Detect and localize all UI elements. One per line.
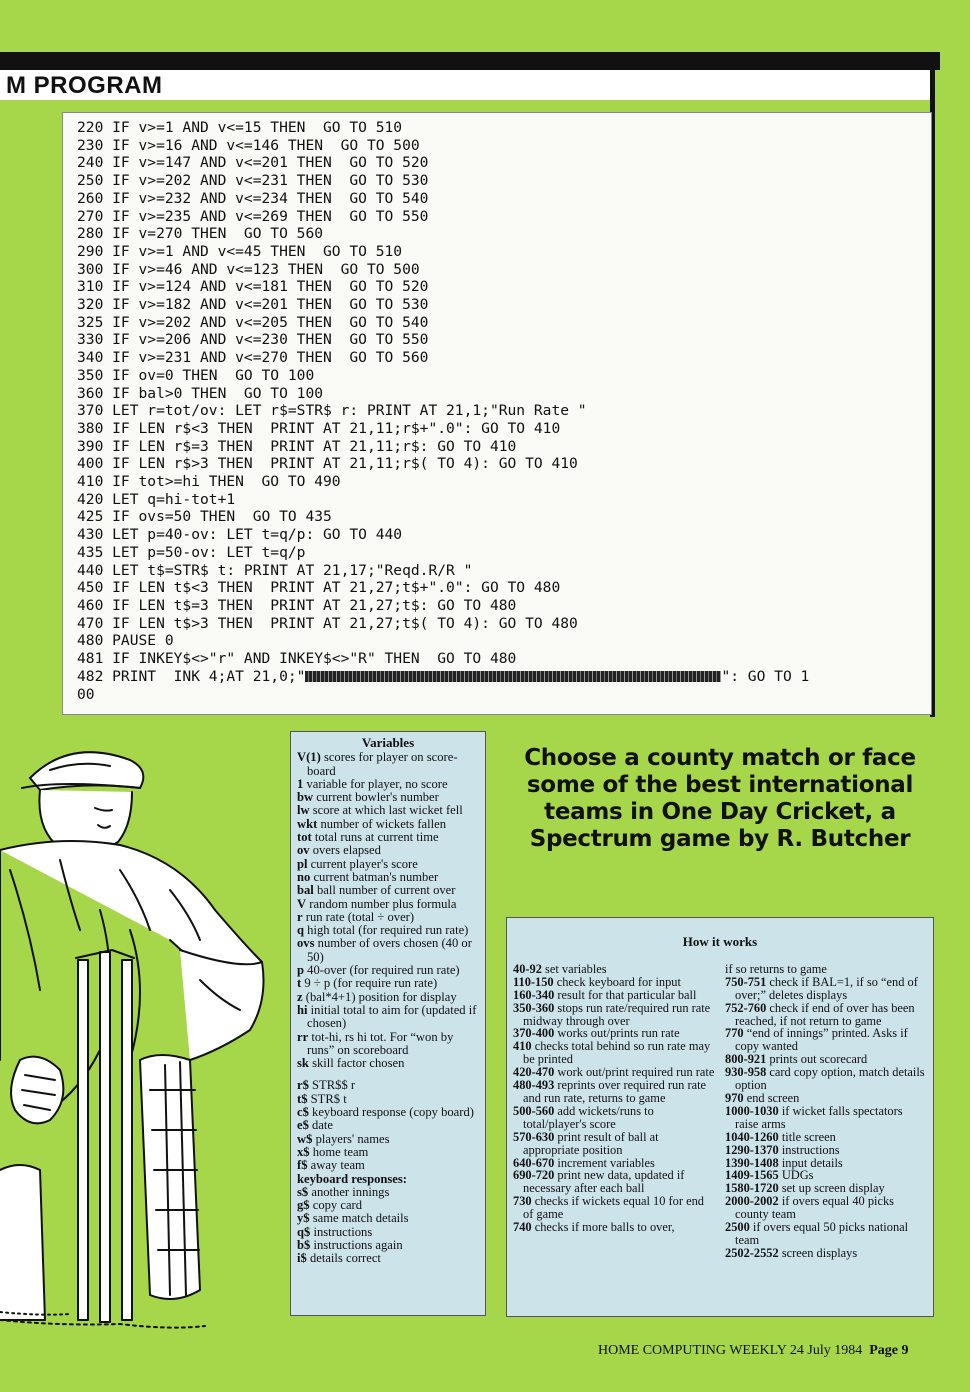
code-line: 420 LET q=hi-tot+1 (77, 490, 236, 508)
line-range-entry: 752-760 check if end of over has been reached, if not return to game (725, 1000, 915, 1028)
code-line: 250 IF v>=202 AND v<=231 THEN GO TO 530 (77, 172, 429, 190)
variable-entry: wkt number of wickets fallen (297, 816, 446, 831)
line-range-entry: 110-150 check keyboard for input (513, 974, 681, 989)
keyboard-response-entry: y$ same match details (297, 1211, 409, 1226)
page-footer (598, 1343, 908, 1359)
line-range-entry: 370-400 works out/prints run rate (513, 1026, 680, 1041)
keyboard-responses-list (297, 1186, 479, 1266)
code-line: 320 IF v>=182 AND v<=201 THEN GO TO 530 (77, 296, 429, 314)
line-range-entry: 410 checks total behind so run rate may be printed (513, 1039, 711, 1067)
code-line: 290 IF v>=1 AND v<=45 THEN GO TO 510 (77, 242, 403, 260)
line-range-entry: 930-958 card copy option, match details option (725, 1065, 925, 1093)
code-line: 440 LET t$=STR$ t: PRINT AT 21,17;"Reqd.R/R " (77, 561, 473, 579)
how-right-column (725, 963, 927, 1260)
line-range-entry: 770 “end of innings” printed. Asks if copy wanted (725, 1026, 908, 1054)
code-line: 300 IF v>=46 AND v<=123 THEN GO TO 500 (77, 260, 420, 278)
line-range-entry: 970 end screen (725, 1090, 800, 1105)
variables-title: Variables (361, 735, 415, 750)
code-line: 470 IF LEN t$>3 THEN PRINT AT 21,27;t$( TO 4): GO TO 480 (77, 614, 578, 632)
line-range-entry: 1580-1720 set up screen display (725, 1181, 885, 1196)
keyboard-response-entry: s$ another innings (297, 1184, 390, 1199)
line-range-entry: 1409-1565 UDGs (725, 1168, 814, 1183)
line-range-entry: 800-921 prints out scorecard (725, 1052, 868, 1067)
line-range-entry: 740 checks if more balls to over, (513, 1220, 675, 1235)
code-line: 460 IF LEN t$=3 THEN PRINT AT 21,27;t$: GO TO 480 (77, 596, 517, 614)
section-header (0, 70, 934, 100)
code-line: 430 LET p=40-ov: LET t=q/p: GO TO 440 (77, 526, 403, 544)
variable-entry: c$ keyboard response (copy board) (297, 1105, 474, 1120)
line-range-entry: 570-630 print result of ball at appropriate position (513, 1129, 659, 1157)
line-range-entry: 160-340 result for that particular ball (513, 987, 697, 1002)
keyboard-responses-label: keyboard responses: (297, 1171, 407, 1186)
line-range-entry: 2000-2002 if overs equal 40 picks county team (725, 1194, 894, 1222)
variable-entry: f$ away team (297, 1158, 365, 1173)
variable-entry: 1 variable for player, no score (297, 776, 448, 791)
code-line: 450 IF LEN t$<3 THEN PRINT AT 21,27;t$+".0": GO TO 480 (77, 579, 561, 597)
udg-graphics-string (305, 671, 721, 682)
variable-entry: V(1) scores for player on score-board (297, 750, 458, 778)
line-range-entry: 420-470 work out/print required run rate (513, 1065, 715, 1080)
how-left-column (513, 963, 715, 1260)
variable-entry: r run rate (total ÷ over) (297, 909, 415, 924)
line-range-entry: 640-670 increment variables (513, 1155, 655, 1170)
code-line-482: 482 PRINT INK 4;AT 21,0;" ": GO TO 1 00 (77, 667, 810, 703)
variable-entry: t 9 ÷ p (for require run rate) (297, 976, 438, 991)
line-range-entry: 480-493 reprints over required run rate and run rate, returns to game (513, 1078, 707, 1105)
code-line: 350 IF ov=0 THEN GO TO 100 (77, 366, 315, 384)
variable-entry: ovs number of overs chosen (40 or 50) (297, 936, 472, 964)
variables-list (297, 751, 479, 1070)
line-range-entry: 500-560 add wickets/runs to total/player's score (513, 1103, 654, 1131)
code-line: 425 IF ovs=50 THEN GO TO 435 (77, 508, 332, 526)
variable-entry: no current batman's number (297, 869, 439, 884)
variable-entry: x$ home team (297, 1144, 369, 1159)
code-line: 220 IF v>=1 AND v<=15 THEN GO TO 510 (77, 119, 403, 136)
variable-entry: rr tot-hi, rs hi tot. For “won by runs” on scoreboard (297, 1029, 454, 1057)
code-line: 360 IF bal>0 THEN GO TO 100 (77, 384, 324, 402)
line-range-entry: 690-720 print new data, updated if necessary after each ball (513, 1168, 685, 1196)
article-headline: Choose a county match or face some of the best international teams in One Day Cricket, a Spectrum game by R. Butcher (524, 745, 916, 852)
variable-entry: V random number plus formula (297, 896, 457, 911)
keyboard-response-entry: b$ instructions again (297, 1237, 403, 1252)
variables-box (290, 731, 486, 1316)
variable-entry: q high total (for required run rate) (297, 923, 469, 938)
variable-entry: r$ STR$$ r (297, 1078, 356, 1093)
code-line: 340 IF v>=231 AND v<=270 THEN GO TO 560 (77, 349, 429, 367)
code-line: 280 IF v=270 THEN GO TO 560 (77, 225, 324, 243)
code-line: 435 LET p=50-ov: LET t=q/p (77, 543, 306, 561)
line-range-entry: 40-92 set variables (513, 961, 607, 976)
line-range-entry: 2500 if overs equal 50 picks national team (725, 1220, 909, 1247)
variable-entry: lw score at which last wicket fell (297, 803, 463, 818)
variable-entry: bw current bowler's number (297, 790, 439, 805)
code-line: 260 IF v>=232 AND v<=234 THEN GO TO 540 (77, 189, 429, 207)
code-line: 481 IF INKEY$<>"r" AND INKEY$<>"R" THEN GO TO 480 (77, 650, 517, 668)
line-range-entry: 1000-1030 if wicket falls spectators raise arms (725, 1103, 903, 1131)
keyboard-response-entry: i$ details correct (297, 1251, 381, 1266)
variable-entry: bal ball number of current over (297, 883, 456, 898)
line-range-entry: 350-360 stops run rate/required run rate midway through over (513, 1000, 711, 1028)
variable-entry: ov overs elapsed (297, 843, 381, 858)
variable-entry: sk skill factor chosen (297, 1056, 405, 1071)
line-range-entry: if so returns to game (725, 961, 827, 976)
code-line: 310 IF v>=124 AND v<=181 THEN GO TO 520 (77, 278, 429, 296)
code-line: 240 IF v>=147 AND v<=201 THEN GO TO 520 (77, 154, 429, 172)
line-range-entry: 730 checks if wickets equal 10 for end of game (513, 1194, 704, 1222)
code-line: 400 IF LEN r$>3 THEN PRINT AT 21,11;r$( TO 4): GO TO 410 (77, 455, 578, 473)
variable-entry: pl current player's score (297, 856, 418, 871)
variable-entry: e$ date (297, 1118, 334, 1133)
page-number: Page 9 (869, 1343, 909, 1358)
code-line: 230 IF v>=16 AND v<=146 THEN GO TO 500 (77, 136, 420, 154)
line-range-entry: 2502-2552 screen displays (725, 1245, 858, 1260)
variable-entry: hi initial total to aim for (updated if chosen) (297, 1002, 477, 1031)
keyboard-response-entry: g$ copy card (297, 1198, 363, 1213)
variable-entry: p 40-over (for required run rate) (297, 963, 460, 978)
code-line: 270 IF v>=235 AND v<=269 THEN GO TO 550 (77, 207, 429, 225)
page-title: M PROGRAM (6, 72, 163, 99)
cricketer-illustration (0, 730, 290, 1330)
variable-entry: w$ players' names (297, 1131, 390, 1146)
program-listing (62, 112, 932, 715)
variable-entry: tot total runs at current time (297, 830, 439, 845)
keyboard-response-entry: q$ instructions (297, 1224, 373, 1239)
line-range-entry: 1040-1260 title screen (725, 1129, 836, 1144)
publication-line: HOME COMPUTING WEEKLY 24 July 1984 (598, 1343, 863, 1358)
variable-entry: t$ STR$ t (297, 1091, 347, 1106)
line-range-entry: 1390-1408 input details (725, 1155, 843, 1170)
code-line: 325 IF v>=202 AND v<=205 THEN GO TO 540 (77, 313, 429, 331)
variable-entry: z (bal*4+1) position for display (297, 989, 457, 1004)
top-black-rule (0, 52, 940, 70)
code-line: 330 IF v>=206 AND v<=230 THEN GO TO 550 (77, 331, 429, 349)
code-line: 480 PAUSE 0 (77, 632, 174, 650)
line-range-entry: 750-751 check if BAL=1, if so “end of over;” deletes displays (725, 974, 918, 1002)
code-line: 380 IF LEN r$<3 THEN PRINT AT 21,11;r$+".0": GO TO 410 (77, 419, 561, 437)
line-range-entry: 1290-1370 instructions (725, 1142, 840, 1157)
string-variables-list (297, 1079, 479, 1172)
code-line: 410 IF tot>=hi THEN GO TO 490 (77, 473, 341, 491)
code-line: 370 LET r=tot/ov: LET r$=STR$ r: PRINT AT 21,1;"Run Rate " (77, 402, 587, 420)
code-lines (77, 119, 809, 703)
code-line: 390 IF LEN r$=3 THEN PRINT AT 21,11;r$: GO TO 410 (77, 437, 517, 455)
how-it-works-title: How it works (682, 934, 758, 949)
how-it-works-box (506, 917, 934, 1317)
